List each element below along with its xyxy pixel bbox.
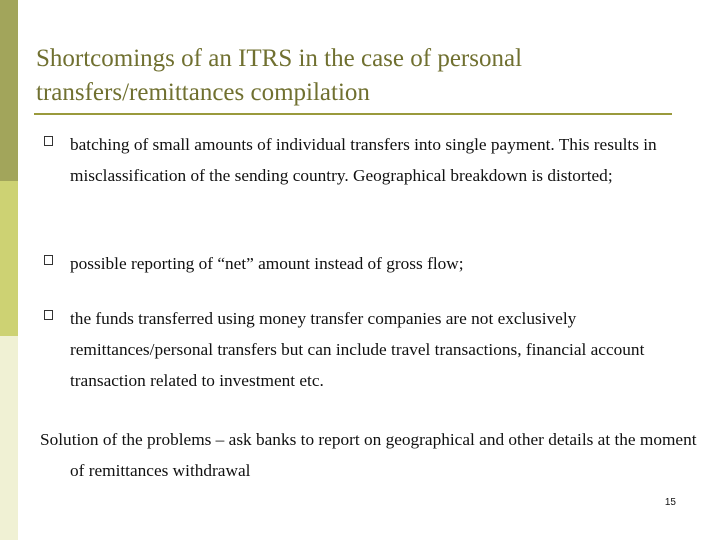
bullet-text: the funds transferred using money transfer companies are not exclusively remittances/personal transfers but can include travel transactions, financial account transaction related to investment etc. (70, 309, 645, 390)
solution-paragraph: Solution of the problems – ask banks to report on geographical and other details at the moment of remittances withdrawal (40, 430, 697, 480)
page-number: 15 (664, 497, 676, 508)
sidebar-bar-bottom (0, 336, 18, 540)
hollow-square-bullet-icon (44, 136, 53, 146)
slide-title: Shortcomings of an ITRS in the case of personal transfers/remittances compilation (36, 45, 523, 106)
sidebar-bar-middle (0, 181, 18, 336)
hollow-square-bullet-icon (44, 310, 53, 320)
title-divider (34, 113, 672, 115)
bullet-text: possible reporting of “net” amount instead of gross flow; (70, 254, 464, 273)
hollow-square-bullet-icon (44, 255, 53, 265)
bullet-text: batching of small amounts of individual transfers into single payment. This results in misclassification of the sending country. Geographical breakdown is distorted; (70, 135, 657, 185)
sidebar-bar-top (0, 0, 18, 181)
